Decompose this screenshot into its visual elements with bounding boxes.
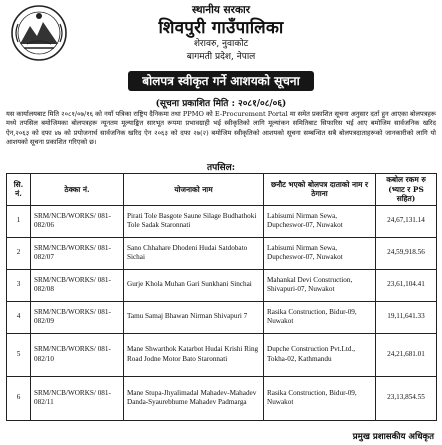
row-amount: 24,59,918.56 [376,237,437,269]
table-row [7,269,437,301]
published-date: (सूचना प्रकाशित मिति : २०८१/०८/०६) [155,99,287,109]
municipality-name: शिवपुरी गाउँपालिका [158,18,284,38]
row-amount: 23,61,104.41 [376,269,437,301]
notice-paragraph: यस कार्यालयबाट मिति २०८१/०७/१६ को नयाँ पत्रिका राष्ट्रिय दैनिकमा तथा PPMO को E-Procurement Portal मा समेत प्रकाशित सूचना अनुसार दर्ता हुन आएका बोलपत्रहरू मध्ये तपसिल बमोजिमका बोलपत्रहरू न्यूनतम मूल्याङ्कित सारभूत रूपमा प्रभावग्राही भई स्वीकृतिको लागि मूल्यांकन समितिबाट सिफारिस भई आए बमोजिम सार्वजनिक खरिद ऐन,२०६३ को दफा ४७ को प्रयोजनार्थ सार्वजनिक खरिद ऐन २०६३ को दफा २७(२) बमोजिम स्वीकृतिको आशयको सूचना सम्बन्धित सबै बोलपत्रदाताहरूको जानकारीको लागि यो आशयको सूचना प्रकाशित गरिएको छ। [6,110,436,147]
signature-title: प्रमुख प्रशासकीय अधिकृत [352,432,434,442]
government-label: स्थानीय सरकार [191,4,251,16]
row-contract: SRM/NCB/WORKS/ 081-082/11 [31,376,124,420]
header-project: योजनाको नाम [124,174,264,206]
bid-table [6,173,437,421]
header-bidder: छनौट भएको बोलपत्र दाताको नाम र ठेगाना [264,174,376,206]
row-bidder: Dupche Construction Pvt.Ltd., Tokha-02, Kathmandu [264,333,376,376]
header-contract: ठेक्का नं. [31,174,124,206]
header-sn: सि. नं. [7,174,31,206]
municipality-address: शेरावरु, नुवाकोट [193,39,249,49]
row-bidder: Mahankal Devi Construction, Shivapuri-07, Nuwakot [264,269,376,301]
row-contract: SRM/NCB/WORKS/ 081-082/09 [31,301,124,333]
row-project: Mane Shwarthok Katarbot Hudai Krishi Ring Road Jodne Motor Bato Staronnati [124,333,264,376]
row-sn: 3 [7,269,31,301]
table-row [7,376,437,420]
province-label: बागमती प्रदेश, नेपाल [186,52,256,62]
row-bidder: Rasika Construction, Bidur-09, Nuwakot [264,376,376,420]
table-header-row [7,174,437,206]
row-sn: 1 [7,205,31,237]
row-contract: SRM/NCB/WORKS/ 081-082/07 [31,237,124,269]
row-project: Tamu Samaj Bhawan Nirman Shivapuri 7 [124,301,264,333]
row-sn: 5 [7,333,31,376]
table-row [7,205,437,237]
schedule-label: तपसिल: [206,163,236,173]
row-amount: 24,21,681.01 [376,333,437,376]
row-contract: SRM/NCB/WORKS/ 081-082/06 [31,205,124,237]
row-amount: 24,67,131.14 [376,205,437,237]
row-project: Sano Chhahare Dhodeni Hudai Satdobato Sichai [124,237,264,269]
row-contract: SRM/NCB/WORKS/ 081-082/10 [31,333,124,376]
row-bidder: Rasika Construction, Bidur-09, Nuwakot [264,301,376,333]
row-amount: 19,11,641.33 [376,301,437,333]
header-amount: कबोल रकम रु (भ्याट र PS सहित) [376,174,437,206]
row-sn: 6 [7,376,31,420]
row-project: Mane Stupa-Jhyalimadal Mahadev-Mahadev Danda-Syaurebhume Mahadev Padmarga [124,376,264,420]
row-bidder: Labisumi Nirman Sewa, Dupcheswor-07, Nuwakot [264,205,376,237]
row-amount: 23,13,854.55 [376,376,437,420]
row-contract: SRM/NCB/WORKS/ 081-082/08 [31,269,124,301]
row-project: Pirati Tole Basgote Saune Silage Budhathoki Tole Sadak Staronnati [124,205,264,237]
row-bidder: Labisumi Nirman Sewa, Dupcheswor-07, Nuwakot [264,237,376,269]
row-sn: 2 [7,237,31,269]
table-row [7,333,437,376]
row-sn: 4 [7,301,31,333]
table-row [7,237,437,269]
letterhead [0,2,442,68]
notice-title: बोलपत्र स्वीकृत गर्ने आशयको सूचना [128,71,314,91]
table-row [7,301,437,333]
row-project: Gurje Khola Muhan Gari Sunkhani Sinchai [124,269,264,301]
